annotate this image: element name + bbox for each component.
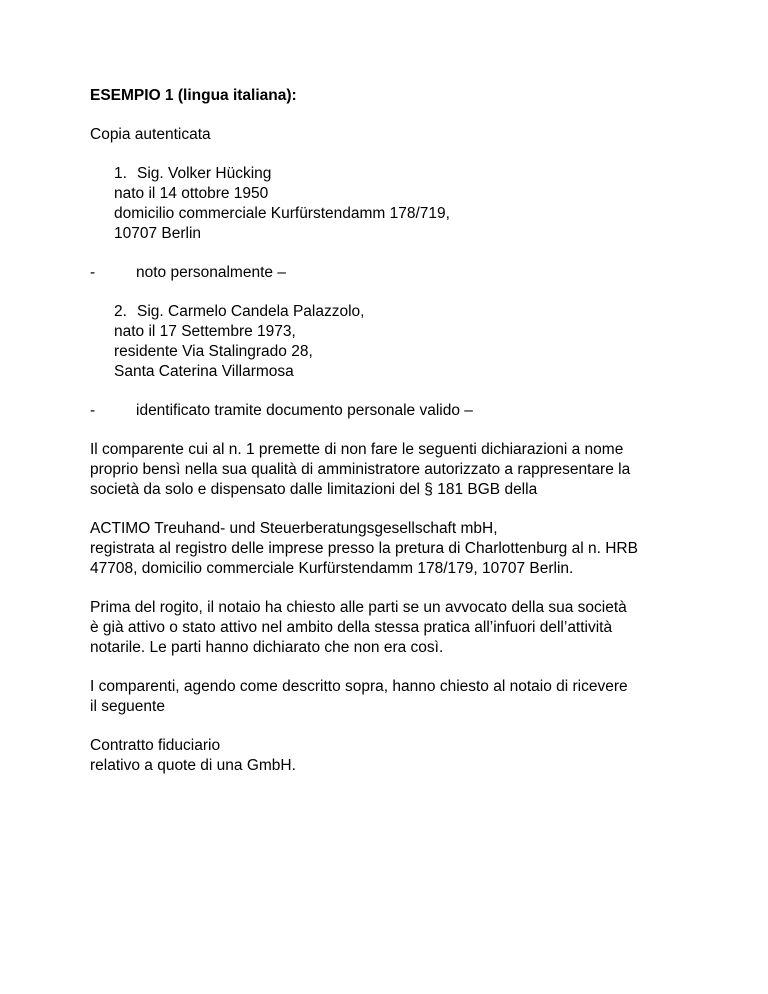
party-2-city: Santa Caterina Villarmosa — [114, 363, 294, 380]
representation-line-1: Il comparente cui al n. 1 premette di non fare le seguenti dichiarazioni a nome — [90, 441, 624, 458]
lawyer-paragraph — [90, 598, 688, 658]
representation-paragraph — [90, 440, 688, 500]
party-1-note-text: noto personalmente – — [136, 264, 286, 281]
lawyer-line-1: Prima del rogito, il notaio ha chiesto alle parti se un avvocato della sua società — [90, 599, 627, 616]
company-name: ACTIMO Treuhand- und Steuerberatungsgesellschaft mbH, — [90, 520, 498, 537]
party-2-address: residente Via Stalingrado 28, — [114, 343, 313, 360]
party-2-name: Sig. Carmelo Candela Palazzolo, — [137, 303, 365, 320]
party-1-name: Sig. Volker Hücking — [137, 165, 272, 182]
company-address: 47708, domicilio commerciale Kurfürstendamm 178/179, 10707 Berlin. — [90, 560, 574, 577]
party-2-number: 2. — [114, 303, 127, 320]
party-1-address: domicilio commerciale Kurfürstendamm 178/719, — [114, 205, 450, 222]
request-line-2: il seguente — [90, 698, 165, 715]
party-2-note — [90, 401, 688, 421]
party-1-birth: nato il 14 ottobre 1950 — [114, 185, 269, 202]
party-1-block — [90, 164, 688, 244]
party-1-number: 1. — [114, 165, 127, 182]
request-paragraph — [90, 677, 688, 717]
party-2-birth: nato il 17 Settembre 1973, — [114, 323, 296, 340]
party-1-note — [90, 263, 688, 283]
party-2-note-dash: - — [90, 402, 96, 419]
representation-line-3: società da solo e dispensato dalle limitazioni del § 181 BGB della — [90, 481, 538, 498]
document-subtitle: Copia autenticata — [90, 126, 211, 143]
contract-title-line-1: Contratto fiduciario — [90, 737, 221, 754]
party-1-city: 10707 Berlin — [114, 225, 202, 242]
document-heading: ESEMPIO 1 (lingua italiana): — [90, 87, 297, 104]
request-line-1: I comparenti, agendo come descritto sopra, hanno chiesto al notaio di ricevere — [90, 678, 628, 695]
party-1-note-dash: - — [90, 264, 96, 281]
party-1-name-line — [114, 164, 688, 184]
company-registry: registrata al registro delle imprese presso la pretura di Charlottenburg al n. HRB — [90, 540, 638, 557]
representation-line-2: proprio bensì nella sua qualità di amministratore autorizzato a rappresentare la — [90, 461, 631, 478]
party-2-note-text: identificato tramite documento personale valido – — [136, 402, 473, 419]
lawyer-line-3: notarile. Le parti hanno dichiarato che non era così. — [90, 639, 444, 656]
document-page — [90, 86, 688, 795]
lawyer-line-2: è già attivo o stato attivo nel ambito della stessa pratica all’infuori dell’attività — [90, 619, 613, 636]
contract-title — [90, 736, 688, 776]
party-2-block — [90, 302, 688, 382]
company-paragraph — [90, 519, 688, 579]
party-2-name-line — [114, 302, 688, 322]
contract-title-line-2: relativo a quote di una GmbH. — [90, 757, 296, 774]
